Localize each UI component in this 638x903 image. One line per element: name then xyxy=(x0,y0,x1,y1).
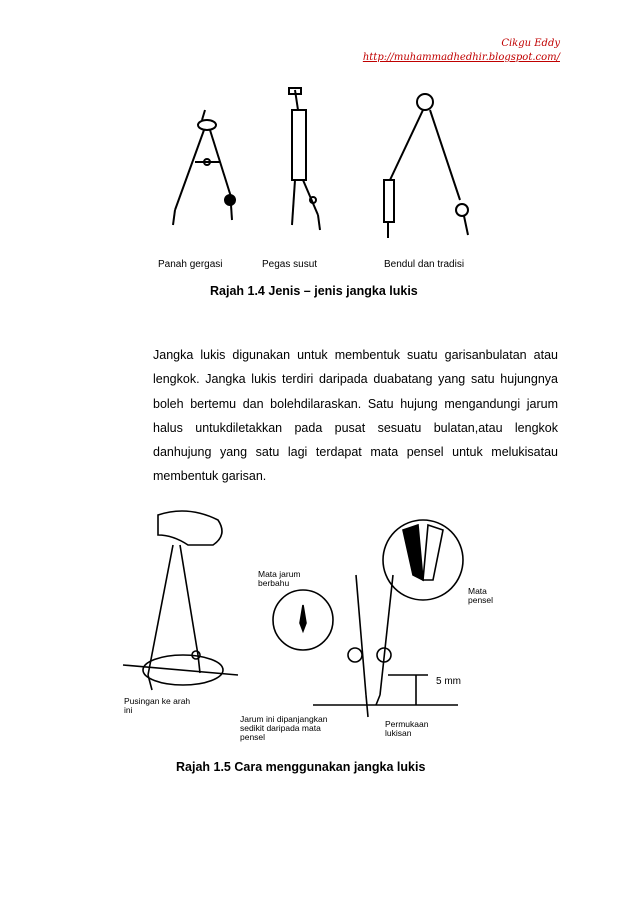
label-pegas-susut: Pegas susut xyxy=(262,259,318,270)
label-rotation-direction: Pusingan ke arah ini xyxy=(124,696,191,715)
label-drawing-surface: Permukaan lukisan xyxy=(385,719,429,738)
label-panah-gergasi: Panah gergasi xyxy=(158,259,223,270)
body-paragraph: Jangka lukis digunakan untuk membentuk suatu garisanbulatan atau lengkok. Jangka lukis terdiri daripada duabatang yang satu hujungnya boleh bertemu dan bolehdilaraskan. Satu hujung mengandungi jarum halus untukdiletakkan pada pusat sesuatu bulatan,atau lengkok danhujung yang satu lagi terdapat mata pensel untuk melukisatau membentuk garisan. xyxy=(153,348,558,484)
figure-2-caption: Rajah 1.5 Cara menggunakan jangka lukis xyxy=(176,760,426,774)
label-bendul-dan-tradisi: Bendul dan tradisi xyxy=(384,259,465,270)
label-needle-longer: Jarum ini dipanjangkan sedikit daripada mata pensel xyxy=(240,714,328,742)
header-url-link[interactable]: http://muhammadhedhir.blogspot.com/ xyxy=(362,52,560,63)
header-author: Cikgu Eddy xyxy=(501,38,560,49)
label-needle-shoulder: Mata jarum berbahu xyxy=(258,569,301,588)
compass-types-figure xyxy=(150,80,490,255)
label-pencil-tip: Mata pensel xyxy=(468,586,494,605)
label-5mm: 5 mm xyxy=(436,676,461,687)
figure-1-caption: Rajah 1.4 Jenis – jenis jangka lukis xyxy=(210,284,418,298)
